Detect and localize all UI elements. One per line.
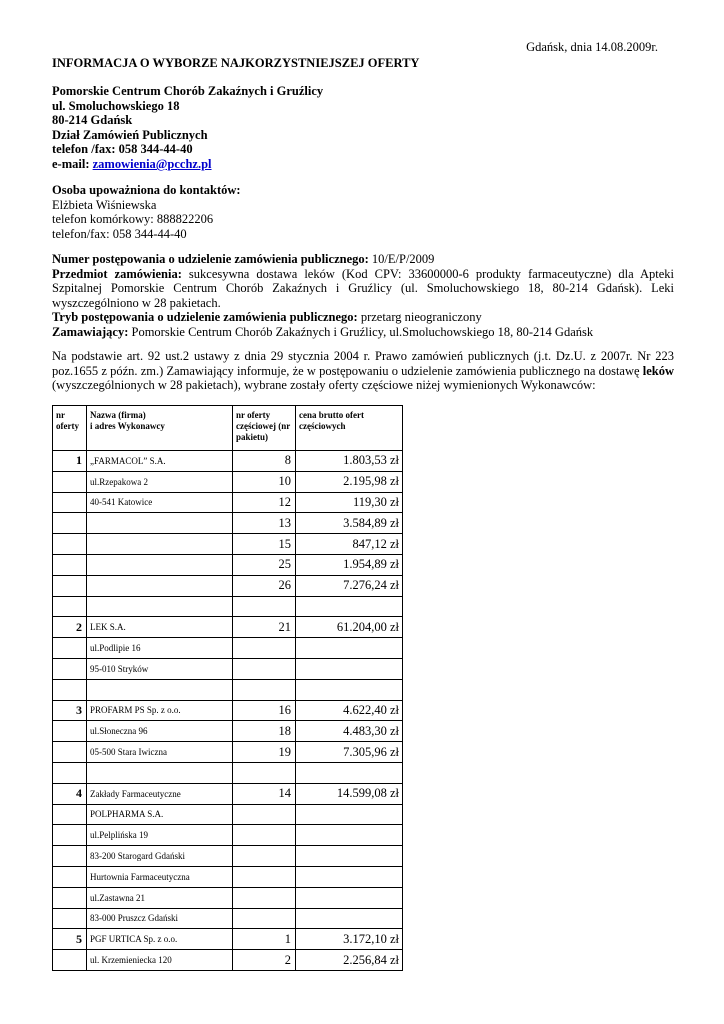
price-cell	[296, 866, 403, 887]
price-cell	[296, 825, 403, 846]
package-number-cell: 1	[233, 929, 296, 950]
offer-number-cell	[53, 908, 87, 929]
contractor-cell: Hurtownia Farmaceutyczna	[87, 866, 233, 887]
contractor-cell: ul.Słoneczna 96	[87, 721, 233, 742]
table-row	[53, 700, 403, 721]
package-number-cell	[233, 804, 296, 825]
email-label: e-mail:	[52, 156, 93, 171]
offer-number-cell	[53, 825, 87, 846]
price-cell	[296, 762, 403, 783]
price-cell	[296, 658, 403, 679]
procedure-buyer	[52, 325, 674, 340]
package-number-cell	[233, 908, 296, 929]
price-cell: 119,30 zł	[296, 492, 403, 513]
procedure-subject-value: sukcesywna dostawa leków (Kod CPV: 33600000-6 produkty farmaceutyczne) dla Apteki Szpitalnej Pomorskie Centrum Chorób Zakaźnych i Gruźlicy (ul. Smoluchowskiego 18, 80-214 Gdańsk). Leki wyszczególniono w 28 pakietach.	[52, 266, 674, 310]
offer-number-cell	[53, 554, 87, 575]
table-row	[53, 742, 403, 763]
offer-number-cell: 3	[53, 700, 87, 721]
price-cell: 61.204,00 zł	[296, 617, 403, 638]
contractor-cell: 83-200 Starogard Gdański	[87, 846, 233, 867]
table-row	[53, 783, 403, 804]
table-row	[53, 471, 403, 492]
header-contractor: Nazwa (firma) i adres Wykonawcy	[87, 406, 233, 451]
table-row	[53, 451, 403, 472]
price-cell: 7.276,24 zł	[296, 575, 403, 596]
offers-table	[52, 405, 403, 971]
table-row	[53, 762, 403, 783]
contractor-cell: „FARMACOL” S.A.	[87, 451, 233, 472]
contractor-cell: PGF URTICA Sp. z o.o.	[87, 929, 233, 950]
organization-street: ul. Smoluchowskiego 18	[52, 98, 180, 113]
procedure-number	[52, 252, 674, 267]
organization-email-line	[52, 157, 674, 172]
contractor-cell	[87, 554, 233, 575]
package-number-cell: 25	[233, 554, 296, 575]
contractor-cell	[87, 534, 233, 555]
table-row	[53, 950, 403, 971]
offer-number-cell	[53, 950, 87, 971]
table-row	[53, 492, 403, 513]
procedure-buyer-value: Pomorskie Centrum Chorób Zakaźnych i Gruźlicy, ul.Smoluchowskiego 18, 80-214 Gdańsk	[128, 324, 594, 339]
document-date: Gdańsk, dnia 14.08.2009r.	[526, 40, 658, 54]
package-number-cell	[233, 846, 296, 867]
package-number-cell: 14	[233, 783, 296, 804]
price-cell: 847,12 zł	[296, 534, 403, 555]
procedure-subject-label: Przedmiot zamówienia:	[52, 266, 182, 281]
table-row	[53, 679, 403, 700]
table-row	[53, 534, 403, 555]
contact-name: Elżbieta Wiśniewska	[52, 197, 157, 212]
package-number-cell: 12	[233, 492, 296, 513]
contractor-cell: ul.Podlipie 16	[87, 638, 233, 659]
table-row	[53, 575, 403, 596]
procedure-number-value: 10/E/P/2009	[368, 252, 435, 266]
contractor-cell: Zakłady Farmaceutyczne	[87, 783, 233, 804]
offer-number-cell	[53, 534, 87, 555]
package-number-cell: 26	[233, 575, 296, 596]
contractor-cell: POLPHARMA S.A.	[87, 804, 233, 825]
table-row	[53, 721, 403, 742]
contractor-cell: LEK S.A.	[87, 617, 233, 638]
intro-text-bold: leków	[642, 363, 674, 378]
organization-city: 80-214 Gdańsk	[52, 113, 133, 128]
contact-heading: Osoba upoważniona do kontaktów:	[52, 183, 241, 197]
contractor-cell	[87, 596, 233, 617]
table-row	[53, 554, 403, 575]
offer-number-cell	[53, 575, 87, 596]
table-row	[53, 825, 403, 846]
procedure-buyer-label: Zamawiający:	[52, 324, 129, 339]
package-number-cell: 19	[233, 742, 296, 763]
procedure-block	[52, 252, 674, 340]
offer-number-cell	[53, 762, 87, 783]
procedure-number-label: Numer postępowania o udzielenie zamówienia publicznego:	[52, 252, 369, 266]
price-cell	[296, 596, 403, 617]
email-link[interactable]: zamowienia@pcchz.pl	[92, 156, 212, 171]
offer-number-cell	[53, 596, 87, 617]
intro-text-before: Na podstawie art. 92 ust.2 ustawy z dnia 29 stycznia 2004 r. Prawo zamówień publicznych (j.t. Dz.U. z 2007r. Nr 223 poz.1655 z późn. zm.) Zamawiający informuje, że w postępowaniu o udzielenie zamówienia publicznego na dostawę	[52, 349, 674, 378]
offer-number-cell	[53, 742, 87, 763]
offer-number-cell: 2	[53, 617, 87, 638]
organization-block	[52, 84, 674, 172]
procedure-mode-label: Tryb postępowania o udzielenie zamówienia publicznego:	[52, 310, 358, 325]
price-cell	[296, 846, 403, 867]
contact-phone: telefon/fax: 058 344-44-40	[52, 226, 187, 241]
package-number-cell	[233, 679, 296, 700]
offer-number-cell	[53, 846, 87, 867]
table-row	[53, 596, 403, 617]
package-number-cell: 10	[233, 471, 296, 492]
price-cell	[296, 679, 403, 700]
table-row	[53, 866, 403, 887]
package-number-cell	[233, 762, 296, 783]
contact-mobile: telefon komórkowy: 888822206	[52, 212, 214, 227]
table-row	[53, 804, 403, 825]
price-cell: 2.256,84 zł	[296, 950, 403, 971]
price-cell: 1.954,89 zł	[296, 554, 403, 575]
contractor-cell: ul.Pelplińska 19	[87, 825, 233, 846]
package-number-cell	[233, 596, 296, 617]
package-number-cell	[233, 825, 296, 846]
offer-number-cell	[53, 513, 87, 534]
price-cell: 4.622,40 zł	[296, 700, 403, 721]
offer-number-cell: 1	[53, 451, 87, 472]
header-package-number: nr oferty częściowej (nr pakietu)	[233, 406, 296, 451]
offer-number-cell	[53, 721, 87, 742]
package-number-cell: 18	[233, 721, 296, 742]
organization-name: Pomorskie Centrum Chorób Zakaźnych i Gruźlicy	[52, 84, 324, 98]
package-number-cell	[233, 638, 296, 659]
price-cell: 1.803,53 zł	[296, 451, 403, 472]
organization-department: Dział Zamówień Publicznych	[52, 127, 208, 142]
package-number-cell: 8	[233, 451, 296, 472]
package-number-cell: 13	[233, 513, 296, 534]
offer-number-cell	[53, 866, 87, 887]
header-offer-number: nr oferty	[53, 406, 87, 451]
document-title: INFORMACJA O WYBORZE NAJKORZYSTNIEJSZEJ OFERTY	[52, 56, 420, 70]
contractor-cell: ul. Krzemieniecka 120	[87, 950, 233, 971]
offer-number-cell	[53, 471, 87, 492]
package-number-cell: 21	[233, 617, 296, 638]
package-number-cell	[233, 866, 296, 887]
offer-number-cell	[53, 804, 87, 825]
contractor-cell: 95-010 Stryków	[87, 658, 233, 679]
price-cell	[296, 908, 403, 929]
price-cell: 3.584,89 zł	[296, 513, 403, 534]
table-row	[53, 638, 403, 659]
price-cell: 4.483,30 zł	[296, 721, 403, 742]
offer-number-cell	[53, 492, 87, 513]
contractor-cell: ul.Zastawna 21	[87, 887, 233, 908]
table-row	[53, 846, 403, 867]
contractor-cell: PROFARM PS Sp. z o.o.	[87, 700, 233, 721]
price-cell: 3.172,10 zł	[296, 929, 403, 950]
contractor-cell: 40-541 Katowice	[87, 492, 233, 513]
table-row	[53, 887, 403, 908]
contractor-cell	[87, 679, 233, 700]
price-cell	[296, 887, 403, 908]
contractor-cell: 83-000 Pruszcz Gdański	[87, 908, 233, 929]
contractor-cell	[87, 762, 233, 783]
header-gross-price: cena brutto ofert częściowych	[296, 406, 403, 451]
intro-text-after: (wyszczególnionych w 28 pakietach), wybrane zostały oferty częściowe niżej wymienionych Wykonawców:	[52, 378, 596, 393]
organization-phone: telefon /fax: 058 344-44-40	[52, 142, 193, 157]
price-cell: 7.305,96 zł	[296, 742, 403, 763]
offer-number-cell	[53, 679, 87, 700]
price-cell: 2.195,98 zł	[296, 471, 403, 492]
contractor-cell: ul.Rzepakowa 2	[87, 471, 233, 492]
intro-paragraph	[52, 349, 674, 393]
offer-number-cell: 5	[53, 929, 87, 950]
price-cell	[296, 804, 403, 825]
price-cell	[296, 638, 403, 659]
offer-number-cell: 4	[53, 783, 87, 804]
offer-number-cell	[53, 638, 87, 659]
table-row	[53, 658, 403, 679]
procedure-mode-value: przetarg nieograniczony	[357, 310, 482, 325]
offer-number-cell	[53, 887, 87, 908]
contractor-cell	[87, 575, 233, 596]
contractor-cell	[87, 513, 233, 534]
table-row	[53, 617, 403, 638]
table-header-row	[53, 406, 403, 451]
table-row	[53, 929, 403, 950]
contact-block	[52, 183, 674, 241]
procedure-subject	[52, 267, 674, 311]
package-number-cell: 16	[233, 700, 296, 721]
price-cell: 14.599,08 zł	[296, 783, 403, 804]
package-number-cell: 2	[233, 950, 296, 971]
contractor-cell: 05-500 Stara Iwiczna	[87, 742, 233, 763]
offer-number-cell	[53, 658, 87, 679]
package-number-cell	[233, 658, 296, 679]
package-number-cell: 15	[233, 534, 296, 555]
package-number-cell	[233, 887, 296, 908]
table-row	[53, 513, 403, 534]
procedure-mode	[52, 310, 674, 325]
table-row	[53, 908, 403, 929]
